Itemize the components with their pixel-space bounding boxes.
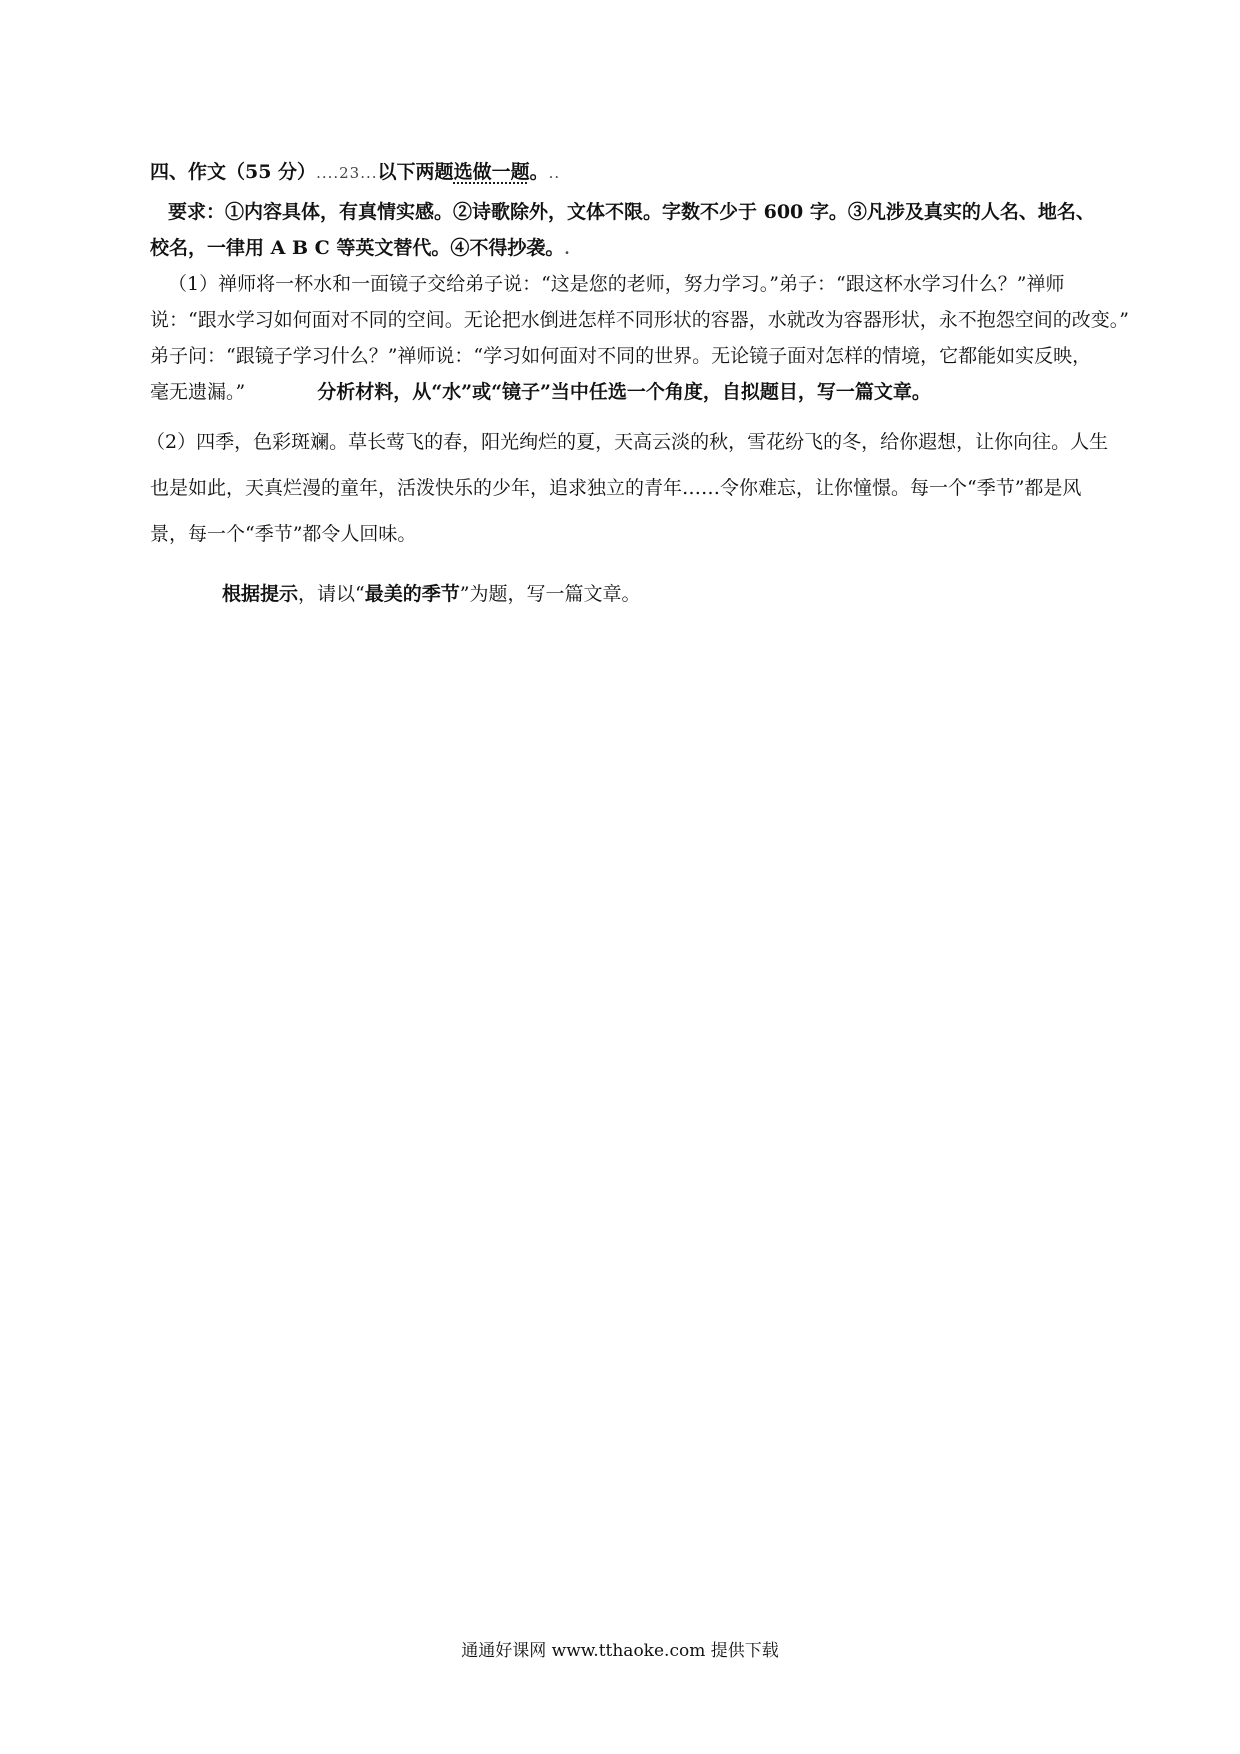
filler-dots-2: .. [366,164,378,182]
question-number: 23. [339,164,366,182]
requirements-trailing-dot: . [564,240,571,258]
option2-line-1: （2）四季，色彩斑斓。草长莺飞的春，阳光绚烂的夏，天高云淡的秋，雪花纷飞的冬，给你遐想，让你向往。人生 [146,431,1109,453]
option1-line-1: （1）禅师将一杯水和一面镜子交给弟子说：“这是您的老师，努力学习。”弟子：“跟这杯水学习什么？”禅师 [168,273,1065,295]
requirements-line-2 [150,236,1100,261]
instruction-emphasis: 选做一题 [453,161,530,183]
prompt-line [222,582,1172,606]
requirements-line-2-text: 校名，一律用 A B C 等英文替代。④不得抄袭。 [150,237,565,259]
prompt-text-2: ”为题，写一篇文章。 [459,583,641,605]
prompt-text-1: ，请以“ [298,583,365,605]
section-heading-line [150,160,1100,185]
instruction-pre: 以下两题 [377,161,454,183]
instruction-end: 。 [529,161,549,183]
option1-line-3: 弟子问：“跟镜子学习什么？”禅师说：“学习如何面对不同的世界。无论镜子面对怎样的情境，它都能如实反映， [150,345,1092,367]
section-heading: 四、作文（55 分） [150,161,317,183]
option2-line-2: 也是如此，天真烂漫的童年，活泼快乐的少年，追求独立的青年……令你难忘，让你憧憬。每一个“季节”都是风 [150,477,1082,499]
filler-dots-3: .. [548,164,561,182]
option2-line-3: 景，每一个“季节”都令人回味。 [150,523,417,545]
option1-line-2: 说：“跟水学习如何面对不同的空间。无论把水倒进怎样不同形状的容器，水就改为容器形状，永不抱怨空间的改变。” [150,309,1129,331]
footer-source: 通通好课网 www.tthaoke.com 提供下载 [461,1641,779,1661]
option1-task: 分析材料，从“水”或“镜子”当中任选一个角度，自拟题目，写一篇文章。 [317,381,931,403]
prompt-bold-1: 根据提示 [222,583,299,605]
requirements-line-1: 要求：①内容具体，有真情实感。②诗歌除外，文体不限。字数不少于 600 字。③凡涉及真实的人名、地名、 [168,201,1095,223]
option1-line-4 [150,380,1100,404]
prompt-title: 最美的季节 [364,583,460,605]
option1-line-4-text: 毫无遗漏。” [150,381,246,403]
filler-dots-1: .... [316,164,340,182]
